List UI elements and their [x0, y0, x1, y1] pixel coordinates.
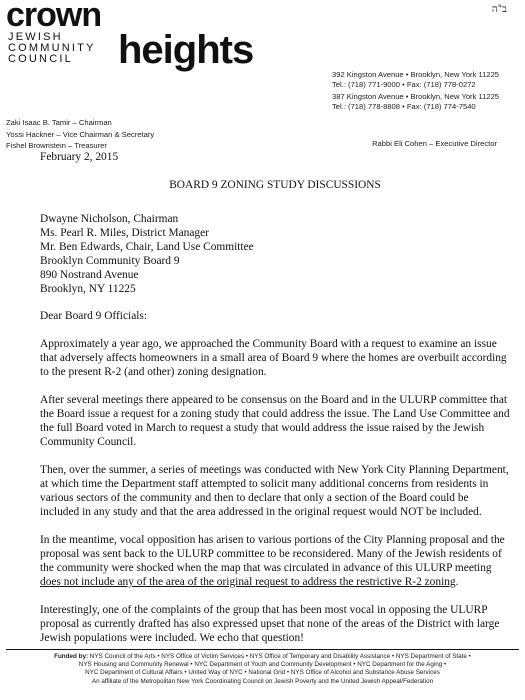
paragraph-4-underlined: does not include any of the area of the original request to address the restrictive R-2 zoning: [40, 576, 456, 588]
logo-line-community: COMMUNITY: [8, 42, 96, 54]
address-block-1: [332, 70, 507, 90]
salutation: Dear Board 9 Officials:: [40, 310, 148, 322]
officer-chairman: Zaki Isaac B. Tamir – Chairman: [6, 118, 112, 127]
letter-subject: BOARD 9 ZONING STUDY DISCUSSIONS: [169, 179, 381, 191]
letter-date: February 2, 2015: [40, 151, 119, 163]
recipient-address: [40, 212, 510, 296]
executive-director: Rabbi Eli Cohen – Executive Director: [372, 139, 497, 148]
paragraph-4: [40, 533, 510, 589]
officer-vice-chairman: Yossi Hackner – Vice Chairman & Secretary: [6, 129, 155, 139]
officer-treasurer: Fishel Brownstein – Treasurer: [6, 141, 107, 150]
paragraph-4-end: .: [455, 576, 459, 588]
address-phone: Tel.: (718) 771-9000 • Fax: (718) 778-0272: [332, 80, 476, 89]
footer-divider: [6, 649, 519, 650]
footer-line-4: An affiliate of the Metropolitan New York Coordinating Council on Jewish Poverty and the United Jewish Appeal/Federation: [91, 677, 434, 685]
recipient-line: Dwayne Nicholson, Chairman: [40, 213, 179, 225]
recipient-line: 890 Nostrand Avenue: [40, 269, 139, 281]
recipient-line: Brooklyn, NY 11225: [40, 283, 136, 295]
paragraph-4-text: In the meantime, vocal opposition has arisen to various portions of the City Planning proposal and the proposal was sent back to the ULURP committee to be reconsidered. Many of the Jewish residents of the community were shocked when the map that was circulated in advance of this ULURP meeting: [40, 534, 505, 574]
logo-line-council: COUNCIL: [8, 53, 73, 65]
footer-funders: [6, 653, 519, 686]
footer-line-1-text: NYS Council of the Arts • NYS Office of Victim Services • NYS Office of Temporary and Disability Assistance • NYS Department of State •: [88, 653, 471, 660]
officers-list: [6, 117, 154, 152]
logo-line-jewish: JEWISH: [8, 31, 63, 43]
footer-line-1: [6, 653, 519, 661]
funded-by-label: Funded by:: [54, 653, 89, 660]
address-block-2: [332, 92, 507, 112]
crown-heights-logo: [6, 2, 266, 92]
footer-line-2: NYS Housing and Community Renewal • NYC Department of Youth and Community Development • NYC Department for the Aging •: [78, 661, 447, 669]
paragraph-2: After several meetings there appeared to be consensus on the Board and in the ULURP committee that the Board issue a request for a zoning study that could address the issue. The Land Use Committee and the full Board voted in March to request a study that would address the issue raised by the Jewish Community Council.: [40, 394, 510, 448]
recipient-line: Brooklyn Community Board 9: [40, 255, 180, 267]
paragraph-5: Interestingly, one of the complaints of the group that has been most vocal in opposing the ULURP proposal as currently drafted has also expressed upset that none of the areas of the District with large Jewish populations were included. We echo that question!: [40, 604, 500, 644]
logo-word-crown: crown: [6, 0, 102, 34]
logo-word-heights: heights: [118, 28, 254, 72]
address-street: 387 Kingston Avenue • Brooklyn, New York 11225: [332, 92, 500, 101]
hebrew-mark: ב"ה: [491, 4, 507, 15]
footer-line-3: NYC Department of Cultural Affairs • United Way of NYC • National Grid • NYS Office of Alcohol and Substance Abuse Services: [85, 669, 440, 677]
paragraph-3: Then, over the summer, a series of meetings was conducted with New York City Planning Department, at which time the Department staff attempted to solicit many additional concerns from residents in various sectors of the community and then to declare that only a section of the Board could be included in any study and that the area addressed in the original request would NOT be included.: [40, 464, 509, 518]
recipient-line: Mr. Ben Edwards, Chair, Land Use Committee: [40, 241, 254, 253]
address-phone: Tel.: (718) 778-8808 • Fax: (718) 774-7540: [332, 102, 476, 111]
address-street: 392 Kingston Avenue • Brooklyn, New York 11225: [332, 70, 500, 79]
recipient-line: Ms. Pearl R. Miles, District Manager: [40, 227, 209, 239]
paragraph-1: Approximately a year ago, we approached the Community Board with a request to examine an issue that adversely affects homeowners in a small area of Board 9 where the homes are overbuilt according to the present R-2 (and other) zoning designation.: [40, 338, 507, 378]
letter-body: [40, 150, 510, 645]
